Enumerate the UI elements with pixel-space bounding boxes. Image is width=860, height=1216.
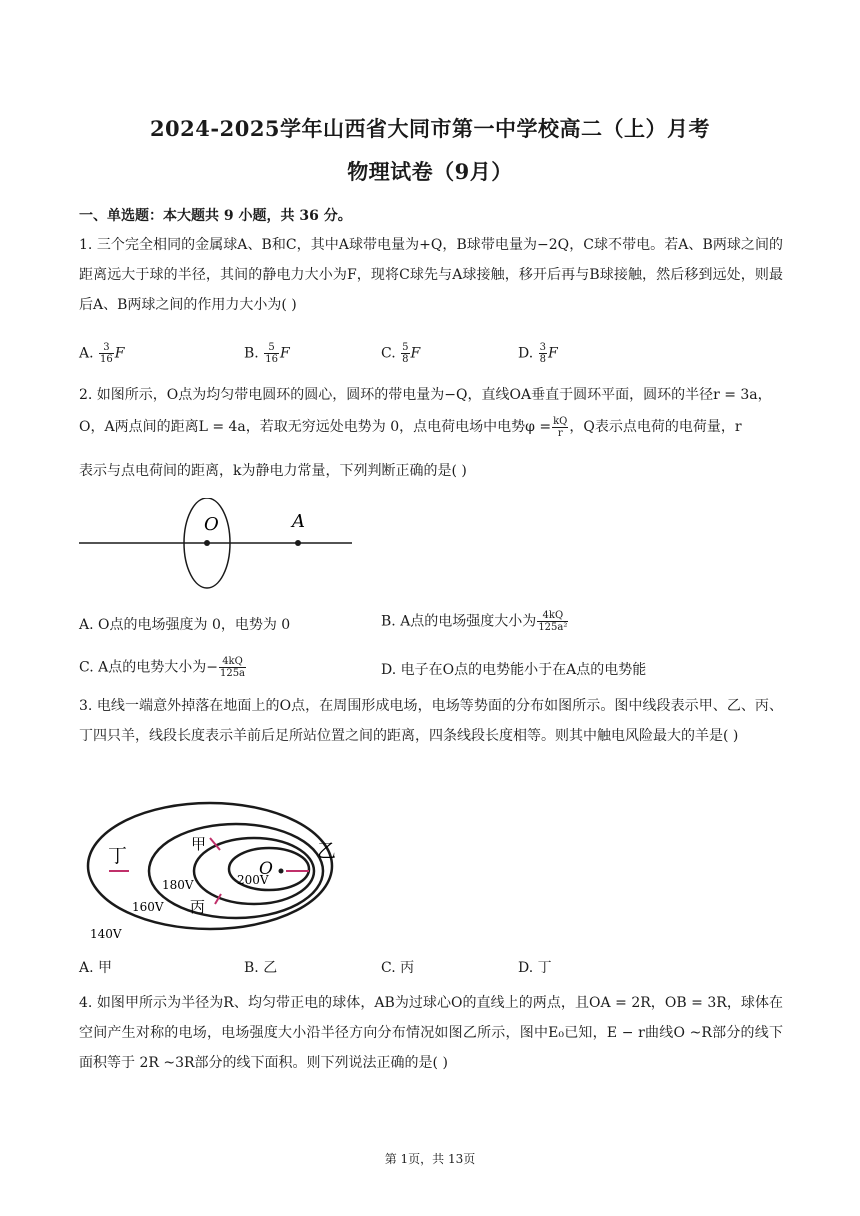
- question-2-line1: 2. 如图所示，O点为均匀带电圆环的圆心，圆环的带电量为−Q，直线OA垂直于圆环平面，圆环的半径r = 3a，: [79, 387, 772, 403]
- numerator: 4kQ: [219, 656, 246, 668]
- option-text: C. A点的电势大小为−: [79, 659, 218, 676]
- option-label: C.: [381, 345, 396, 362]
- question-4-text: 4. 如图甲所示为半径为R、均匀带正电的球体，AB为过球心O的直线上的两点，且OA = 2R，OB = 3R，球体在空间产生对称的电场，电场强度大小沿半径方向分布情况如图乙所示，图中E₀已知，E − r曲线O ~R部分的线下面积等于 2R ~3R部分的线下面积。则下列说法正确的是( ): [79, 995, 783, 1071]
- ring-diagram: [75, 498, 360, 594]
- option-text: B. A点的电场强度大小为: [381, 613, 537, 630]
- label-jia: 甲: [191, 835, 207, 853]
- denominator: 16: [265, 354, 278, 365]
- fraction: [537, 610, 568, 633]
- label-o: O: [259, 859, 273, 879]
- option-label: D.: [518, 345, 534, 362]
- fraction: [99, 342, 114, 365]
- exam-title-line2: 物理试卷（9月）: [347, 159, 513, 184]
- option-symbol: F: [548, 345, 558, 362]
- q3-option-c: C. 丙: [381, 960, 415, 976]
- q2-line2-part1: O，A两点间的距离L = 4a，若取无穷远处电势为 0，点电荷电场中电势φ =: [79, 419, 552, 435]
- fraction: [401, 342, 409, 365]
- numerator: kQ: [553, 415, 568, 427]
- q3-option-b: B. 乙: [244, 960, 278, 976]
- denominator: 125a²: [538, 622, 568, 633]
- fraction: [219, 656, 246, 679]
- q2-option-c: [79, 656, 247, 679]
- section-heading: 一、单选题：本大题共 9 小题，共 36 分。: [79, 208, 352, 224]
- point-o: [204, 540, 210, 546]
- potential-fraction: [552, 416, 568, 439]
- label-bing: 丙: [190, 898, 206, 916]
- numerator: 5: [264, 342, 279, 354]
- point-o: [279, 869, 284, 874]
- question-2-line3: 表示与点电荷间的距离，k为静电力常量，下列判断正确的是( ): [79, 463, 467, 479]
- label-o: O: [204, 514, 219, 535]
- numerator: 3: [99, 342, 114, 354]
- label-200v: 200V: [237, 873, 269, 887]
- q3-option-d: D. 丁: [518, 960, 552, 976]
- q1-option-d: [518, 342, 558, 365]
- numerator: 4kQ: [537, 610, 568, 622]
- label-180v: 180V: [162, 878, 194, 892]
- question-1-text: 1. 三个完全相同的金属球A、B和C，其中A球带电量为+Q，B球带电量为−2Q，C球不带电。若A、B两球之间的距离远大于球的半径，其间的静电力大小为F，现将C球先与A球接触，移开后再与B球接触，然后移到远处，则最后A、B两球之间的作用力大小为( ): [79, 237, 783, 313]
- fraction: [539, 342, 547, 365]
- page-footer: 第 1页，共 13页: [384, 1152, 476, 1166]
- denominator: r: [557, 427, 563, 439]
- q2-line2-part2: ，Q表示点电荷的电荷量，r: [569, 419, 742, 435]
- denominator: 8: [402, 354, 409, 365]
- q1-option-a: [79, 342, 124, 365]
- denominator: 16: [100, 354, 113, 365]
- exam-title-line1: 2024-2025学年山西省大同市第一中学校高二（上）月考: [149, 116, 711, 141]
- option-label: B.: [244, 345, 259, 362]
- q1-option-b: [244, 342, 290, 365]
- label-160v: 160V: [132, 900, 164, 914]
- option-symbol: F: [114, 345, 125, 362]
- denominator: 8: [539, 354, 547, 365]
- q1-option-c: [381, 342, 420, 365]
- numerator: 3: [539, 342, 547, 353]
- question-2-line2: [79, 412, 783, 442]
- label-a: A: [292, 511, 305, 532]
- option-symbol: F: [279, 345, 290, 362]
- point-a: [295, 540, 301, 546]
- question-3-text: 3. 电线一端意外掉落在地面上的O点，在周围形成电场，电场等势面的分布如图所示。图中线段表示甲、乙、丙、丁四只羊，线段长度表示羊前后足所站位置之间的距离，四条线段长度相等。则其中触电风险最大的羊是( ): [79, 698, 783, 744]
- equipotential-diagram: [76, 800, 346, 945]
- fraction: [264, 342, 279, 365]
- q2-option-d: D. 电子在O点的电势能小于在A点的电势能: [381, 662, 647, 678]
- label-yi: 乙: [317, 840, 337, 862]
- option-symbol: F: [410, 345, 421, 362]
- q2-option-a: A. O点的电场强度为 0，电势为 0: [79, 617, 291, 633]
- q3-option-a: A. 甲: [79, 960, 113, 976]
- q2-option-b: [381, 610, 569, 633]
- label-140v: 140V: [90, 927, 122, 941]
- label-ding: 丁: [108, 845, 128, 867]
- option-label: A.: [79, 345, 94, 362]
- denominator: 125a: [219, 668, 246, 679]
- numerator: 5: [402, 342, 409, 353]
